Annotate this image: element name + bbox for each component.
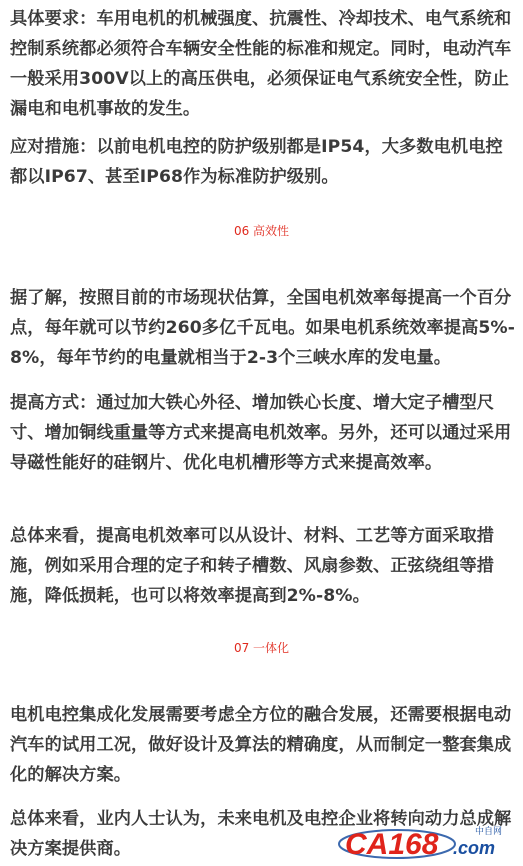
svg-text:中自网: 中自网 xyxy=(475,827,503,837)
paragraph-efficiency-methods: 提高方式：通过加大铁心外径、增加铁心长度、增大定子槽型尺寸、增加铜线重量等方式来提高电机效率。另外，还可以通过采用导磁性能好的硅钢片、优化电机槽形等方式来提高效率。 xyxy=(10,393,512,473)
paragraph-efficiency-estimate: 据了解，按照目前的市场现状估算，全国电机效率每提高一个百分点，每年就可以节约260多亿千瓦电。如果电机系统效率提高5%-8%，每年节约的电量就相当于2-3个三峡水库的发电量。 xyxy=(10,288,515,368)
paragraph-efficiency-summary: 总体来看，提高电机效率可以从设计、材料、工艺等方面采取措施，例如采用合理的定子和转子槽数、风扇参数、正弦绕组等措施，降低损耗，也可以将效率提高到2%-8%。 xyxy=(10,526,495,606)
section-heading-07: 07 一体化 xyxy=(233,641,290,655)
paragraph-safety-requirements: 具体要求：车用电机的机械强度、抗震性、冷却技术、电气系统和控制系统都必须符合车辆安全性能的标准和规定。同时，电动汽车一般采用300V以上的高压供电，必须保证电气系统安全性，防止漏电和电机事故的发生。 xyxy=(10,9,512,119)
paragraph-integration: 电机电控集成化发展需要考虑全方位的融合发展，还需要根据电动汽车的试用工况，做好设计及算法的精确度，从而制定一整套集成化的解决方案。 xyxy=(10,705,512,785)
ca168-watermark-logo xyxy=(335,822,515,862)
svg-text:CA168: CA168 xyxy=(345,828,439,861)
paragraph-integration-summary: 总体来看，业内人士认为，未来电机及电控企业将转向动力总成解决方案提供商。 xyxy=(10,809,512,859)
svg-text:.com: .com xyxy=(453,838,496,858)
section-heading-06: 06 高效性 xyxy=(233,224,290,238)
paragraph-safety-measures: 应对措施：以前电机电控的防护级别都是IP54，大多数电机电控都以IP67、甚至IP68作为标准防护级别。 xyxy=(10,137,503,187)
ca168-logo-icon xyxy=(335,822,515,862)
